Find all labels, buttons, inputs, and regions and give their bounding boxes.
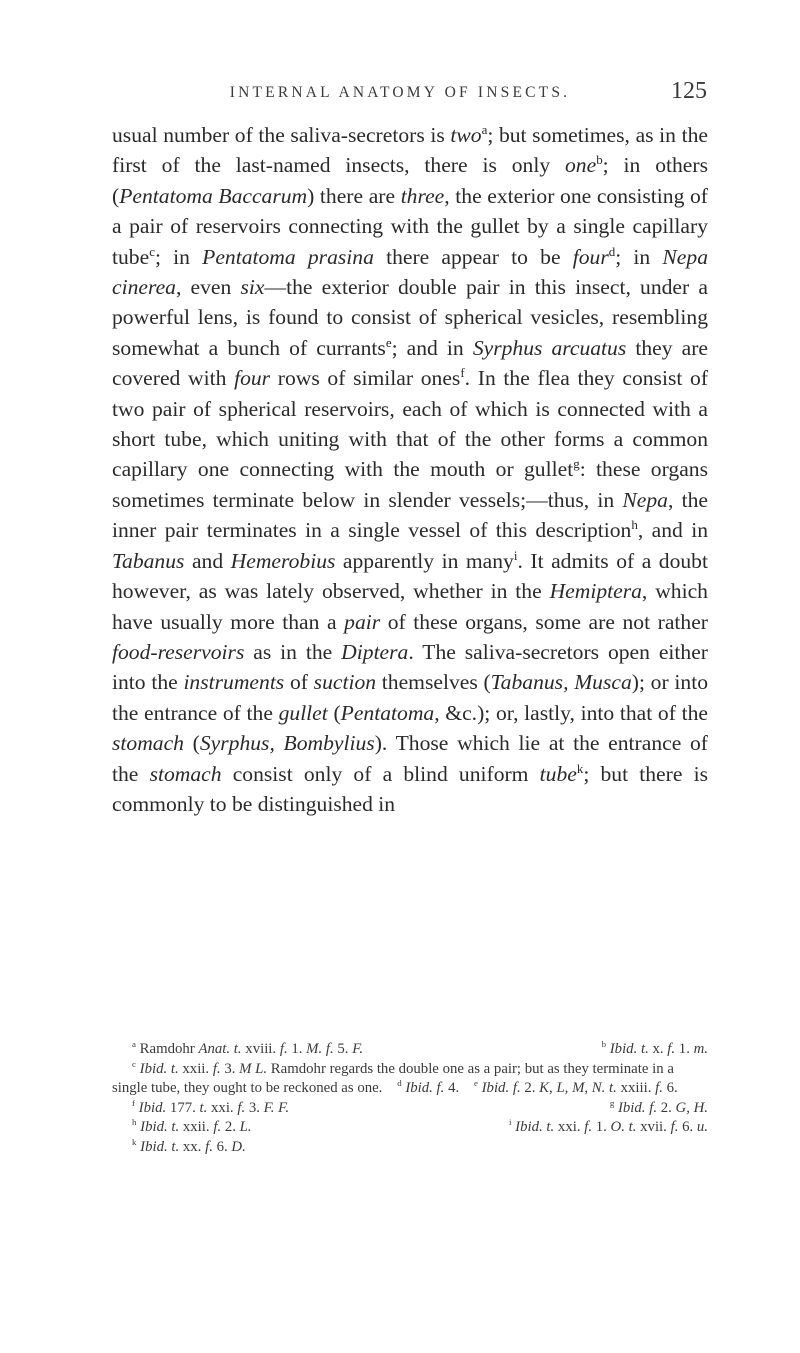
footnote-marker: k [576, 760, 584, 776]
text-run: : these organs sometimes terminate below in slender vessels;—thus, in [112, 457, 708, 512]
italic-run: Syrphus, Bombylius [199, 731, 375, 756]
italic-run: Nepa cinerea [112, 244, 708, 300]
text-run: ; in others ( [112, 153, 708, 208]
italic-run: Tabanus [112, 548, 185, 573]
page-number: 125 [671, 78, 707, 104]
text-run: , and in [637, 518, 708, 543]
italic-run: six [240, 275, 265, 300]
text-run: of these organs, some are not rather [380, 609, 708, 634]
footnote-marker: c [149, 243, 155, 259]
running-head: INTERNAL ANATOMY OF INSECTS. [229, 84, 571, 101]
italic-run: Syrphus arcuatus [472, 335, 627, 360]
italic-run: Diptera [341, 639, 409, 664]
footnote-marker: d [608, 243, 616, 259]
footnote-k: $^k$ Ibid. t. xx. f. 6. D. [132, 1137, 246, 1155]
text-run: of [284, 670, 314, 695]
footnote-g: $^g$ Ibid. f. 2. G, H. [609, 1097, 708, 1116]
italic-run: tube [539, 761, 577, 786]
footnote-i: $^i$ Ibid. t. xxi. f. 1. O. t. xvii. f. 6. u. [509, 1117, 708, 1136]
text-run: ; in [615, 244, 663, 269]
paragraph [112, 120, 708, 819]
text-run: ; but sometimes, as in the first of the last-named insects, there is only [112, 123, 708, 178]
text-run: . It admits of a doubt however, as was lately observed, whether in the [112, 548, 708, 604]
footnote-a: $^a$ Ramdohr Anat. t. xviii. f. 1. M. f. 5. F. [132, 1039, 364, 1057]
text-run: themselves ( [376, 670, 491, 695]
text-run: apparently in many [335, 548, 514, 573]
page-header [0, 78, 800, 124]
footnote-marker: i [513, 547, 518, 563]
text-run: as in the [244, 639, 342, 664]
text-run: , which have usually more than a [112, 579, 708, 634]
italic-run: four [234, 366, 271, 391]
text-run: ; and in [391, 335, 473, 360]
italic-run: Hemerobius [230, 548, 336, 573]
text-run: rows of similar ones [270, 366, 461, 391]
text-run: , even [175, 275, 241, 300]
italic-run: suction [313, 670, 377, 695]
italic-run: gullet [278, 700, 328, 725]
body-paragraph [112, 120, 708, 819]
footnote-d: $^d$ Ibid. f. 4. [397, 1078, 460, 1097]
italic-run: one [565, 153, 597, 178]
italic-run: Pentatoma prasina [202, 244, 374, 269]
footnote-marker: f [460, 365, 465, 381]
text-run: usual number of the saliva-secretors is [112, 123, 451, 147]
footnote-h: $^h$ Ibid. t. xxii. f. 2. L. [132, 1117, 252, 1136]
text-run: ). Those which lie at the entrance of the [112, 731, 708, 786]
text-run: there appear to be [373, 244, 573, 269]
text-run: ; in [154, 244, 203, 269]
footnote-b: $^b$ Ibid. t. x. f. 1. m. [601, 1039, 708, 1057]
footnote-e: $^e$ Ibid. f. 2. K, L, M, N. t. xxiii. f. 6. [473, 1078, 678, 1097]
italic-run: two [450, 123, 482, 147]
italic-run: instruments [183, 670, 285, 695]
footnote-marker: a [481, 121, 488, 137]
footnote-row [112, 1040, 708, 1060]
text-run: ( [183, 731, 200, 756]
footnote-marker: e [385, 334, 392, 350]
italic-run: stomach [112, 731, 184, 756]
text-run: —the exterior double pair in this insect, under a powerful lens, is found to consist of spherical vesicles, resembling somewhat a bunch of currants [112, 275, 708, 360]
text-run: ( [327, 700, 341, 725]
text-run: . In the flea they consist of two pair of spherical reservoirs, each of which is connected with a short tube, which uniting with that of the other forms a common capillary one connecting with the mouth or gullet [112, 366, 709, 482]
italic-run: four [572, 244, 609, 269]
text-run: ; but there is commonly to be distinguished in [112, 761, 708, 816]
italic-run: food-reservoirs [112, 639, 245, 664]
text-run: , the inner pair terminates in a single vessel of this description [112, 487, 708, 543]
italic-run: Nepa [622, 487, 668, 512]
text-run: ) there are [307, 183, 401, 208]
footnote-row [112, 1118, 708, 1138]
italic-run: Pentatoma Baccarum [119, 183, 308, 208]
footnote-marker: g [573, 456, 580, 472]
italic-run: Tabanus, Musca [490, 670, 632, 695]
footnote-c: $^c$ Ibid. t. xxii. f. 3. M L. Ramdohr regards the double one as a pair; but as they terminate in a single tube, they ought to be reckoned as one. $^d$ Ibid. f. 4. $^e$ Ibid. f. 2. K, L, M, N. t. xxiii. f. 6. [112, 1058, 678, 1097]
text-run: and [184, 548, 231, 573]
text-run: consist only of a blind uniform [221, 761, 540, 786]
italic-run: Hemiptera [549, 579, 642, 604]
text-run: , the exterior one consisting of a pair of reservoirs connecting with the gullet by a single capillary tube [112, 183, 708, 269]
footnote-marker: h [631, 517, 638, 533]
italic-run: pair [344, 609, 381, 634]
text-run: ); or into the entrance of the [112, 670, 708, 725]
italic-run: Pentatoma [340, 700, 435, 725]
footnote-f: $^f$ Ibid. 177. t. xxi. f. 3. F. F. [132, 1097, 290, 1116]
text-run: . The saliva-secretors open either into the [112, 639, 708, 695]
text-run: , &c.); or, lastly, into that of the [434, 700, 708, 725]
italic-run: stomach [149, 761, 222, 786]
footnote-row [112, 1099, 708, 1119]
text-run: they are covered with [112, 335, 708, 391]
footnotes [112, 1040, 708, 1158]
italic-run: three [400, 183, 445, 208]
footnote-marker: b [596, 152, 603, 168]
